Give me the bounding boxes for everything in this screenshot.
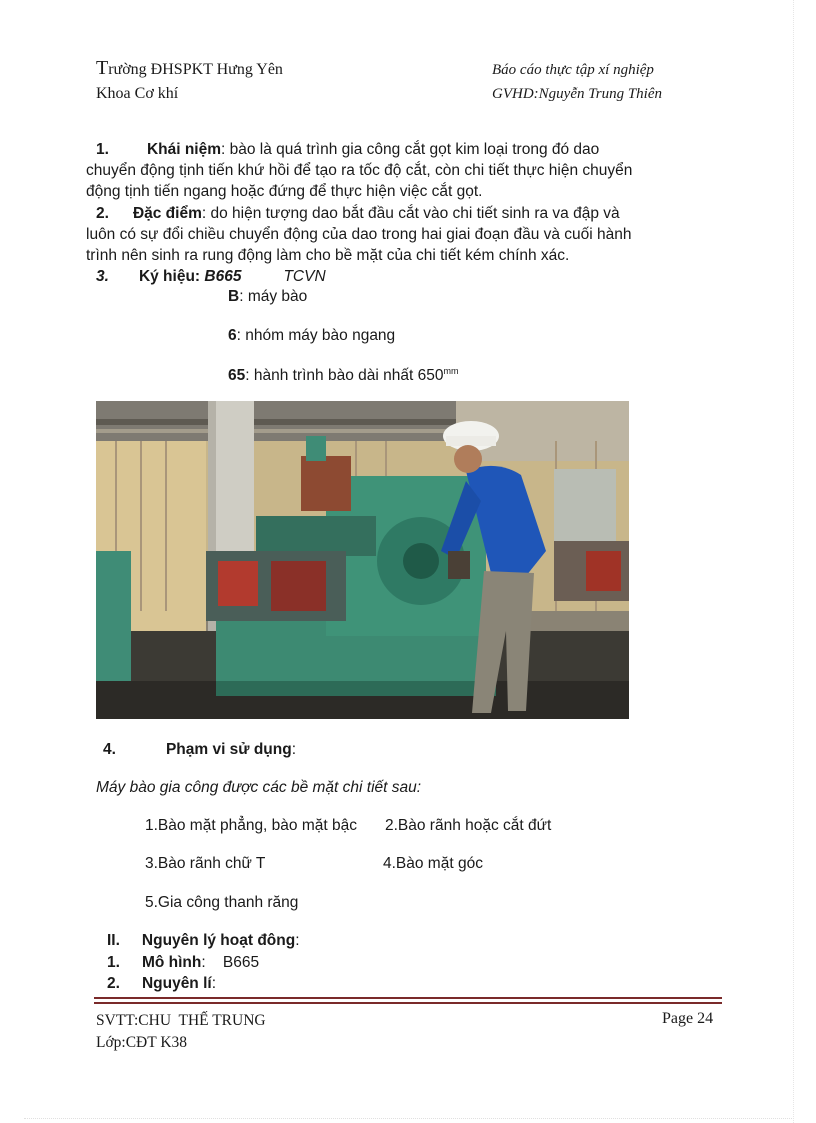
- footer-rule: [94, 997, 722, 999]
- section-ii-term: Nguyên lý hoạt đông: [141, 932, 296, 949]
- symbol-text: : nhóm máy bào ngang: [236, 327, 396, 344]
- model-line: [107, 954, 259, 972]
- section-4-term-suffix: :: [291, 741, 297, 758]
- footer-left: [96, 1010, 266, 1054]
- advisor-name: GVHD:Nguyễn Trung Thiên: [492, 86, 662, 102]
- symbol-unit: mm: [443, 366, 459, 376]
- section-4-intro: Máy bào gia công được các bề mặt chi tiết sau:: [96, 779, 422, 796]
- school-initial: T: [96, 57, 109, 79]
- principle-suffix: :: [211, 975, 217, 992]
- section-1-term: Khái niệm: [146, 141, 222, 158]
- principle-line: [107, 975, 216, 993]
- usage-item: 4.Bào mặt góc: [383, 855, 483, 872]
- school-name: [96, 56, 283, 82]
- section-2-line-3: trình nên sinh ra rung động làm cho bề mặt của chi tiết kém chính xác.: [86, 247, 570, 264]
- section-ii-number: II.: [107, 932, 120, 949]
- section-4-term: Phạm vi sử dụng: [165, 741, 292, 758]
- header-right: [492, 58, 662, 106]
- section-2-line-2: luôn có sự đổi chiều chuyển động của dao trong hai giai đoạn đầu và cuối hành: [86, 226, 632, 243]
- section-ii-heading: [107, 932, 300, 950]
- principle-term: Nguyên lí: [141, 975, 212, 992]
- symbol-key: 65: [228, 367, 246, 385]
- section-1-line-2: chuyển động tịnh tiến khứ hồi để tạo ra tốc độ cắt, còn chi tiết thực hiện chuyển: [86, 162, 633, 179]
- principle-number: 2.: [107, 975, 120, 992]
- section-1-line-3: động tịnh tiến ngang hoặc đứng để thực hiện việc cắt gọt.: [86, 183, 483, 200]
- section-1-line-1: : bào là quá trình gia công cắt gọt kim loại trong đó dao: [221, 141, 600, 158]
- section-3-number: 3.: [96, 268, 109, 285]
- section-2-line-1: : do hiện tượng dao bắt đầu cắt vào chi tiết sinh ra va đập và: [201, 205, 620, 222]
- model-value: : B665: [201, 954, 260, 971]
- section-2-number: 2.: [96, 205, 109, 222]
- section-1: [86, 139, 706, 202]
- model-number: 1.: [107, 954, 120, 971]
- usage-item: 1.Bào mặt phẳng, bào mặt bậc: [145, 817, 357, 834]
- section-3-standard: TCVN: [283, 268, 326, 285]
- section-1-number: 1.: [96, 141, 109, 158]
- report-title: Báo cáo thực tập xí nghiệp: [492, 62, 654, 78]
- symbol-item: [228, 288, 307, 306]
- section-2: [86, 203, 706, 266]
- class-name: Lớp:CĐT K38: [96, 1034, 188, 1051]
- usage-item: 3.Bào rãnh chữ T: [145, 855, 266, 872]
- symbol-text: : hành trình bào dài nhất 650: [245, 367, 444, 385]
- section-2-term: Đặc điểm: [132, 205, 202, 222]
- school-name-rest: rường ĐHSPKT Hưng Yên: [108, 61, 283, 78]
- symbol-key: B: [228, 288, 240, 305]
- page-bottom-border: [24, 1118, 794, 1119]
- section-4-number: 4.: [103, 741, 116, 758]
- section-3-code: B665: [204, 268, 242, 285]
- page-right-border: [793, 0, 794, 1123]
- symbol-item: [228, 327, 395, 345]
- section-3-heading: [96, 266, 326, 287]
- symbol-text: : máy bào: [239, 288, 308, 305]
- shaping-machine-photo: [96, 401, 629, 719]
- symbol-key: 6: [228, 327, 237, 344]
- student-name: SVTT:CHU THẾ TRUNG: [96, 1012, 266, 1029]
- section-3-term: Ký hiệu:: [138, 268, 201, 285]
- page-number: Page 24: [662, 1010, 714, 1027]
- usage-item: 2.Bào rãnh hoặc cắt đứt: [385, 817, 552, 834]
- footer-rule: [94, 1002, 722, 1004]
- header-left: [96, 56, 283, 106]
- section-ii-term-suffix: :: [295, 932, 300, 949]
- faculty-name: Khoa Cơ khí: [96, 85, 179, 102]
- section-4-heading: [103, 741, 296, 759]
- usage-item: 5.Gia công thanh răng: [145, 894, 299, 911]
- model-term: Mô hình: [141, 954, 202, 971]
- symbol-item: [228, 366, 458, 385]
